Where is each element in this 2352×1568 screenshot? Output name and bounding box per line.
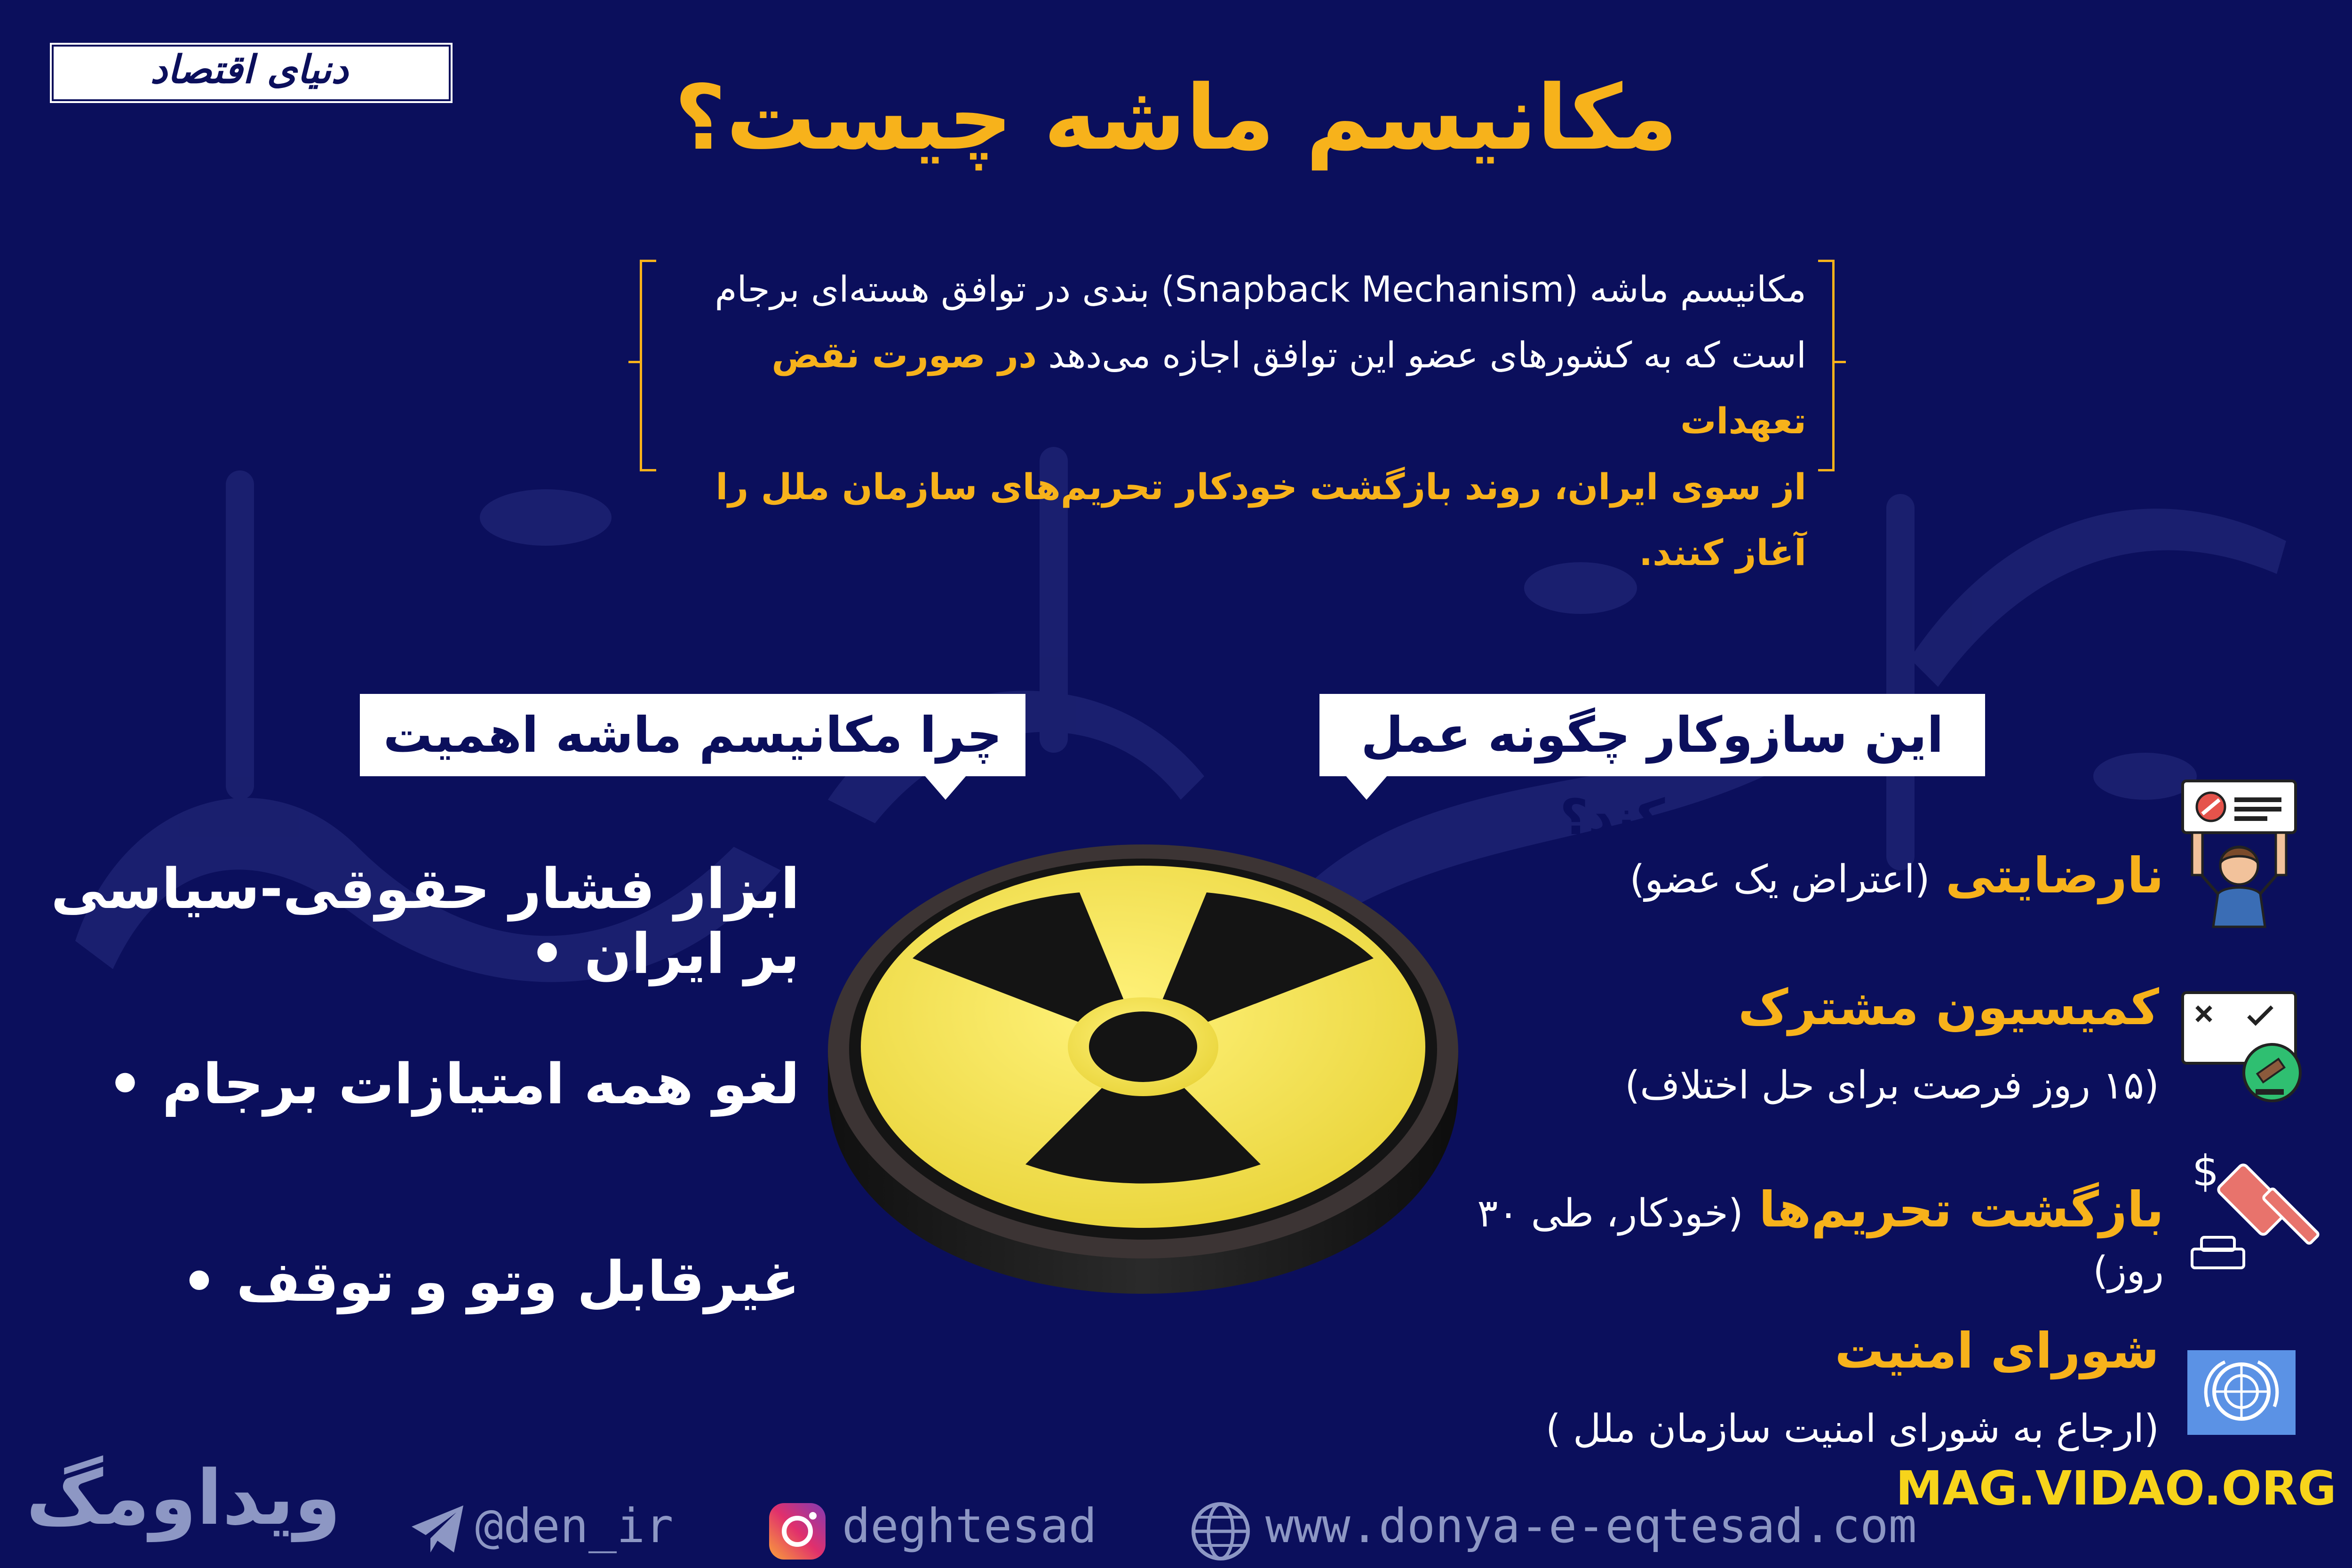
telegram-icon [409,1503,466,1555]
intro-text [659,256,1806,586]
bullet-text: غیرقابل وتو و توقف [236,1249,800,1314]
how-item-4-sub: (ارجاع به شورای امنیت سازمان ملل ) [1545,1407,2159,1451]
svg-text:$: $ [2192,1148,2219,1196]
intro-line-1: مکانیسم ماشه (Snapback Mechanism) بندی در توافق هسته‌ای برجام [715,268,1806,310]
importance-bullet: لغو همه امتیازات برجام • [107,1051,800,1116]
radiation-button-icon [818,835,1468,1301]
intro-line-2-highlight: در صورت نقض تعهدات [771,334,1806,442]
logo-text: دنیای اقتصاد [150,47,349,92]
how-item-1-head: نارضایتی [1945,847,2164,904]
checklist-gavel-icon [2178,988,2310,1106]
how-item-3-sub: (خودکار، طی ۳۰ روز) [1477,1191,2164,1293]
how-item-3-head: بازگشت تحریم‌ها [1758,1181,2164,1238]
intro-line-3: از سوی ایران، روند بازگشت خودکار تحریم‌های سازمان ملل را آغاز کنند. [715,466,1806,573]
how-item-1 [1552,847,2164,904]
website-url[interactable]: www.donya-e-eqtesad.com [1265,1498,1917,1553]
instagram-icon [767,1501,828,1562]
protester-sign-icon [2173,776,2305,931]
globe-icon [1190,1501,1251,1562]
how-item-2-sub: (۱۵ روز فرصت برای حل اختلاف) [1625,1063,2159,1108]
how-item-3 [1435,1181,2164,1296]
telegram-handle[interactable]: @den_ir [475,1498,674,1553]
intro-line-2 [659,322,1806,454]
how-item-4-head: شورای امنیت [1835,1322,2159,1379]
vidao-url[interactable]: MAG.VIDAO.ORG [1896,1461,2336,1516]
page-title: مکانیسم ماشه چیست؟ [674,66,1678,170]
how-item-1-sub: (اعتراض یک عضو) [1629,857,1930,902]
importance-bullet: ابزار فشار حقوقی-سیاسی بر ایران • [51,856,800,986]
intro-line-2-normal: است که به کشورهای عضو این توافق اجازه می‌دهد [1037,334,1806,376]
gavel-dollar-icon [2183,1148,2324,1280]
importance-bullet: غیرقابل وتو و توقف • [181,1249,800,1314]
how-it-works-label: این سازوکار چگونه عمل می‌کند؟ [1319,694,1985,776]
bullet-text: لغو همه امتیازات برجام [162,1051,800,1116]
instagram-handle[interactable]: deghtesad [842,1498,1097,1553]
vidao-brand: ویداومگ [26,1454,341,1542]
un-emblem-icon [2187,1350,2296,1435]
why-important-label: چرا مکانیسم ماشه اهمیت دارد؟ [360,694,1025,776]
bullet-text: ابزار فشار حقوقی-سیاسی بر ایران [51,856,800,986]
how-item-2-head: کمیسیون مشترک [1738,979,2159,1036]
